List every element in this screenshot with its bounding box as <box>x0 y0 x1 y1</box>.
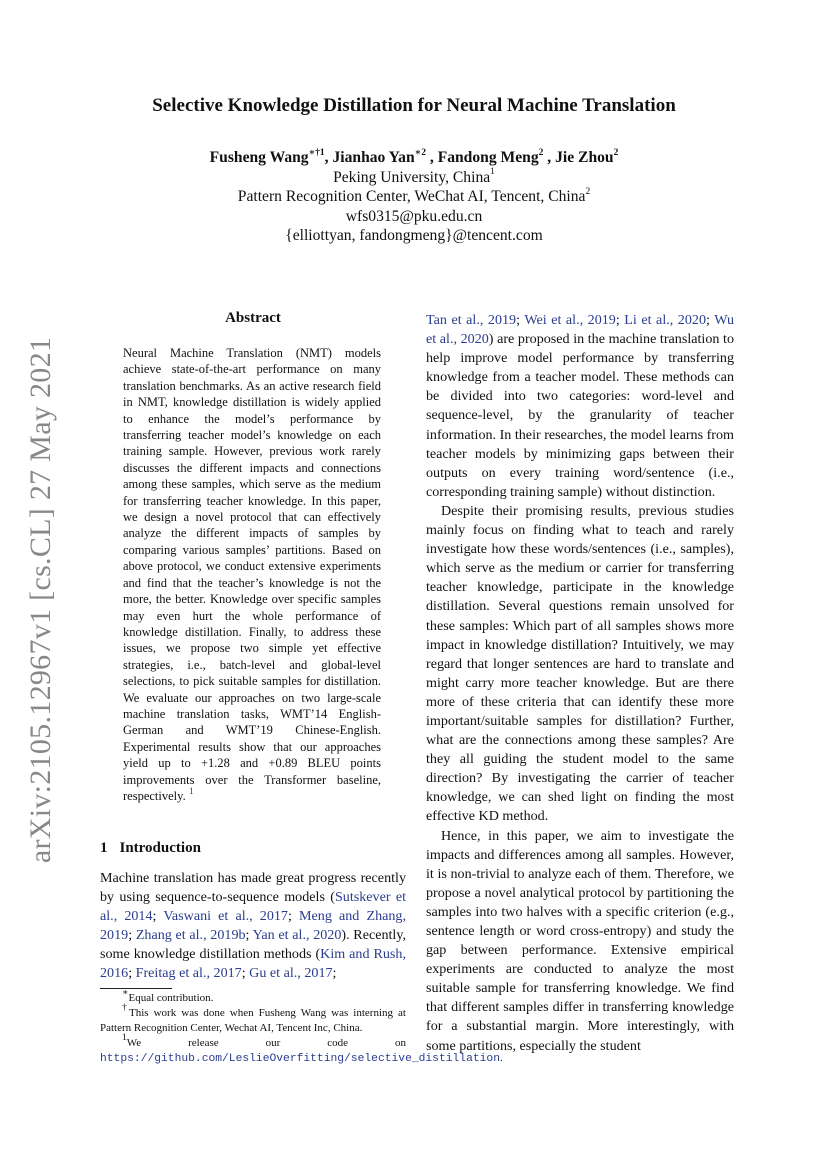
citation-link[interactable]: Wu et al., 2020 <box>426 312 734 348</box>
section-heading <box>100 840 201 857</box>
arxiv-identifier: arXiv:2105.12967v1 [cs.CL] 27 May 2021 <box>24 336 57 864</box>
paper-title: Selective Knowledge Distillation for Neural Machine Translation <box>152 95 676 116</box>
affiliation: Peking University, China$^1$ <box>333 167 495 186</box>
intro-paragraph: Despite their promising results, previous studies mainly focus on finding what to teach and rarely investigate how these words/sentences (i.e., samples), which serve as the medium or carrier for transferring teacher knowledge, participate in the knowledge distillation. Several questions remain unsolved for these samples: Which part of all samples shows more impact in knowledge distillation? Intuitively, we may regard that longer sentences are hard to translate and might carry more teacher knowledge. But are there more of these criteria that can identify these more important/suitable samples for distillation? Further, what are the connections among these samples? Are they all guiding the student model to the same direction? By investigating the carrier of teacher knowledge, we can shed light on finding the most effective KD method. <box>426 502 734 825</box>
intro-continued <box>426 311 734 1056</box>
author-sup: 2 <box>538 147 544 158</box>
citation-link[interactable]: Zhang et al., 2019b <box>135 927 246 944</box>
citation-link[interactable]: Kim and Rush, 2016 <box>100 946 406 982</box>
author-sup: ∗†1 <box>308 147 325 158</box>
author-sup: ∗2 <box>414 147 426 158</box>
abstract-body: Neural Machine Translation (NMT) models achieve state-of-the-art performance on many translation benchmarks. As an active research field in NMT, knowledge distillation is widely applied to enhance the model’s performance by transferring teacher model’s knowledge on each training sample. However, previous work rarely discusses the different impacts and connections among these samples, which serve as the medium for transferring teacher knowledge. In this paper, we design a novel protocol that can effectively analyze the different impacts of samples by comparing various samples’ partitions. Based on above protocol, we conduct extensive experiments and find that the teacher’s knowledge is not the more, the better. Knowledge over specific samples may even hurt the whole performance of knowledge distillation. Finally, to address these issues, we propose two simple yet effective strategies, i.e., batch-level and global-level selections, to pick suitable samples for distillation. We evaluate our approaches on two large-scale machine translation tasks, WMT’14 English-German and WMT’19 Chinese-English. Experimental results show that our approaches yield up to +1.28 and +0.89 BLEU points improvements over the Transformer baseline, respectively. $^1$ <box>123 346 381 803</box>
author-name: Fandong Meng <box>437 149 539 166</box>
footnote: ∗Equal contribution. <box>122 988 214 1004</box>
author-block <box>0 148 828 246</box>
section-number: 1 <box>100 840 108 856</box>
author-name: Fusheng Wang <box>209 149 309 166</box>
intro-paragraph: Tan et al., 2019; Wei et al., 2019; Li et al., 2020; Wu et al., 2020) are proposed in the machine translation to help improve model performance by transferring knowledge from a teacher model. These methods can be divided into two categories: word-level and sequence-level, by the granularity of teacher information. In their researches, the model learns from teacher models by minimizing gaps between their outputs on every training word/sentence (i.e., corresponding training sample) without distinction. <box>426 312 734 500</box>
citation-link[interactable]: Sutskever et al., 2014 <box>100 889 407 925</box>
citation-link[interactable]: Meng and Zhang, 2019 <box>100 908 406 944</box>
author-email: {elliottyan, fandongmeng}@tencent.com <box>285 227 543 245</box>
citation-link[interactable]: Li et al., 2020 <box>624 312 706 328</box>
author-sup: 2 <box>613 147 619 158</box>
citation-link[interactable]: Gu et al., 2017 <box>249 965 333 982</box>
footnote: $^1$We release our code on https://github.com/LeslieOverfitting/selective_distillation. <box>100 1033 503 1065</box>
citation-link[interactable]: Wei et al., 2019 <box>524 312 616 328</box>
citation-link[interactable]: Freitag et al., 2017 <box>135 965 242 982</box>
footnotes <box>100 988 503 1067</box>
footnote-rule <box>100 988 172 989</box>
citation-link[interactable]: Tan et al., 2019 <box>426 312 517 328</box>
abstract-heading: Abstract <box>225 310 281 326</box>
author-name: Jianhao Yan <box>332 149 415 166</box>
intro-paragraph: Hence, in this paper, we aim to investigate the impacts and differences among all samples. However, it is non-trivial to analyze each of them. Therefore, we propose a novel analytical protocol by partitioning the samples into two halves with a specific criterion (e.g., sentence length or word cross-entropy) and study the gap between performance. Extensive empirical experiments are conducted to analyze the most suitable sample for transferring knowledge. We find that different samples differ in transferring knowledge for a substantial margin. More interestingly, with some partitions, especially the student <box>426 827 734 1054</box>
arxiv-side-label <box>18 336 64 864</box>
affiliation: Pattern Recognition Center, WeChat AI, Tencent, China$^2$ <box>237 187 591 206</box>
citation-link[interactable]: Vaswani et al., 2017 <box>163 908 288 925</box>
section-title: Introduction <box>119 840 201 856</box>
citation-link[interactable]: Yan et al., 2020 <box>252 927 342 944</box>
author-name: Jie Zhou <box>555 149 614 166</box>
author-email: wfs0315@pku.edu.cn <box>345 207 483 225</box>
footnote-link[interactable]: 1 <box>188 786 194 797</box>
author-names: Fusheng Wang$^{∗\dagger 1}$, Jianhao Yan$^{∗2}$ , Fandong Meng$^2$ , Jie Zhou$^2$ <box>209 147 619 166</box>
footnote: †This work was done when Fusheng Wang was interning at Pattern Recognition Center, Wechat AI, Tencent Inc, China. <box>100 1003 406 1034</box>
code-url-link[interactable]: https://github.com/LeslieOverfitting/selective_distillation <box>100 1053 500 1065</box>
intro-paragraph: Machine translation has made great progress recently by using sequence-to-sequence models (Sutskever et al., 2014; Vaswani et al., 2017; Meng and Zhang, 2019; Zhang et al., 2019b; Yan et al., 2020). Recently, some knowledge distillation methods (Kim and Rush, 2016; Freitag et al., 2017; Gu et al., 2017; <box>100 870 407 982</box>
